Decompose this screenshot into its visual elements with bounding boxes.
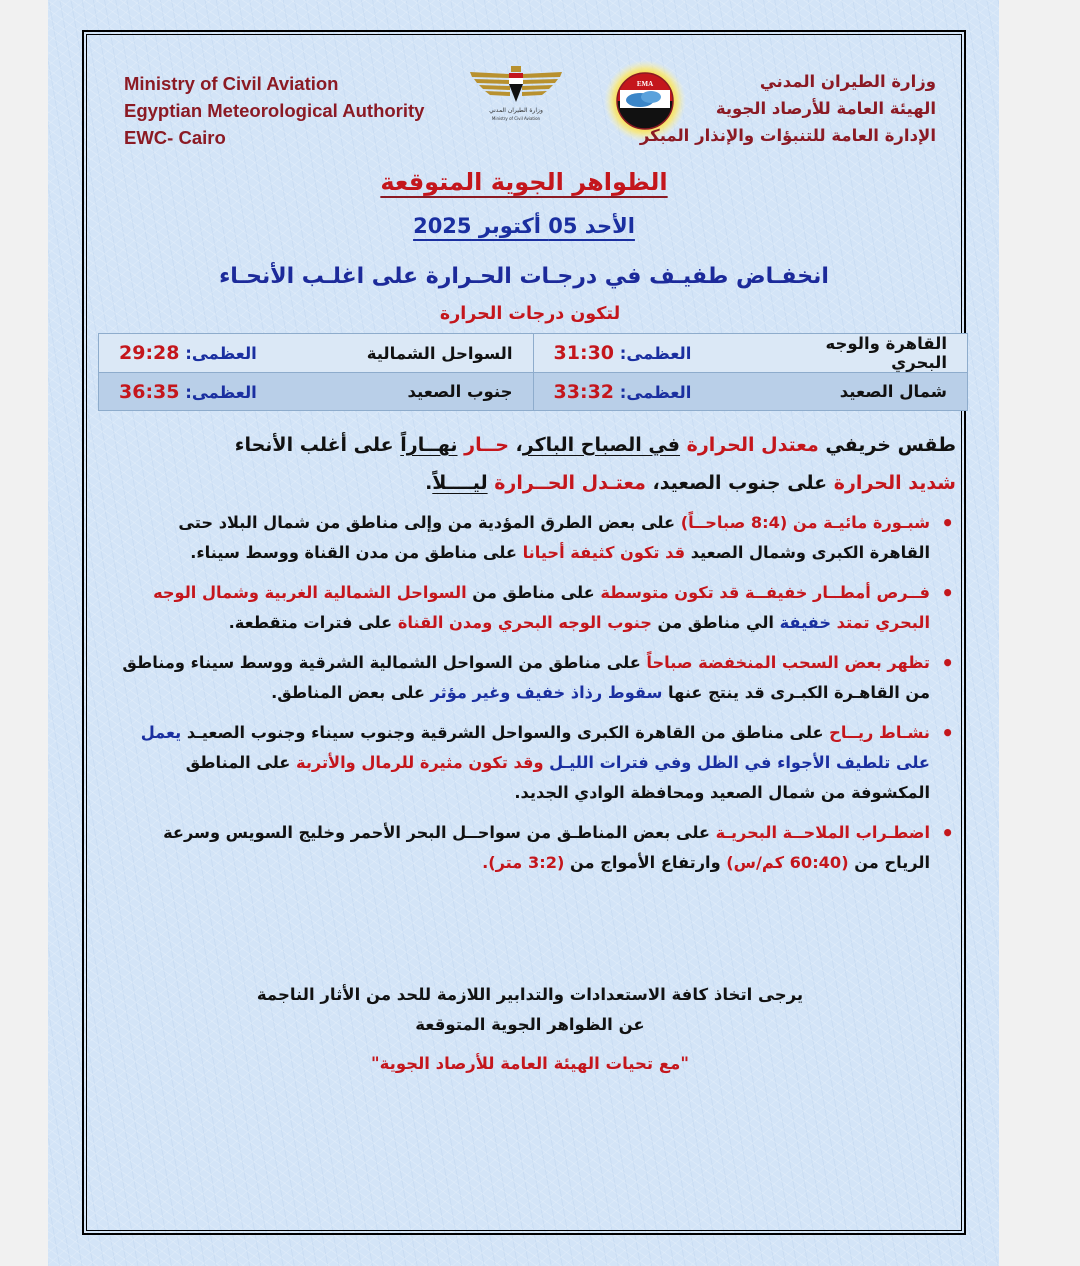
forecast-body: [118, 426, 956, 888]
bullet-text-segment: تظهر بعض السحب المنخفضة صباحاً: [646, 653, 930, 672]
bullet-text-segment: وارتفاع الأمواج من: [564, 853, 727, 872]
bullet-text-segment: على بعض المناطـق من سواحــل البحر الأحمر وخليج السويس وسرعة الرياح من: [163, 823, 930, 872]
document-title: [86, 168, 962, 196]
phenomena-list: [118, 508, 956, 878]
authority-name-en: Egyptian Meteorological Authority: [124, 100, 425, 121]
bullet-text-segment: فــرص أمطــار خفيفــة قد تكون متوسطة: [600, 583, 930, 602]
weather-summary: طقس خريفي معتدل الحرارة في الصباح الباكر، حــار نهــاراً على أغلب الأنحاء شديد الحرارة على جنوب الصعيد، معتـدل الحــرارة ليــــلاً.: [234, 434, 956, 494]
date-text: الأحد 05 أكتوبر 2025: [413, 214, 635, 238]
table-row: [99, 373, 968, 411]
english-header: [124, 70, 424, 151]
max-temp-cell: [533, 373, 778, 411]
bullet-text-segment: على فترات متقطعة.: [228, 613, 398, 632]
department-name-en: EWC- Cairo: [124, 127, 226, 148]
advisory-line-1: يرجى اتخاذ كافة الاستعدادات والتدابير اللازمة للحد من الأثار الناجمة: [256, 985, 804, 1004]
list-item: [118, 718, 956, 808]
bullet-text-segment: (60:40 كم/س): [726, 853, 849, 872]
bullet-text-segment: جنوب الوجه البحري ومدن القناة: [397, 613, 652, 632]
bullet-text-segment: على مناطق من القاهرة الكبرى والسواحل الشرقية وجنوب سيناء وجنوب الصعيـد: [181, 723, 830, 742]
advisory-note: [120, 980, 940, 1040]
advisory-line-2: عن الظواهر الجوية المتوقعة: [415, 1015, 645, 1034]
max-label: العظمى:: [619, 344, 692, 363]
headline: انخفـاض طفيـف في درجـات الحـرارة على اغلـب الأنحـاء: [219, 264, 829, 289]
list-item: [118, 578, 956, 638]
max-temp-cell: [99, 334, 344, 373]
bullet-text-segment: يعمل على تلطيف الأجواء في الظل وفي فترات الليـل: [140, 723, 930, 772]
list-item: [118, 818, 956, 878]
bullet-text-segment: سقوط رذاذ خفيف وغير مؤثر: [430, 683, 663, 702]
region-cell: السواحل الشمالية: [343, 334, 533, 373]
bullet-text-segment: على المناطق المكشوفة من شمال الصعيد ومحافظة الوادي الجديد.: [185, 753, 930, 802]
max-temp-value: 29:28: [119, 342, 180, 364]
max-temp-value: 31:30: [553, 342, 615, 364]
bullet-text-segment: قد تكون كثيفة أحيانا: [522, 543, 686, 562]
bullet-text-segment: خفيفة: [779, 613, 832, 632]
subheadline: لتكون درجات الحرارة: [439, 304, 621, 324]
region-cell: جنوب الصعيد: [343, 373, 533, 411]
forecast-date: [86, 214, 962, 238]
arabic-header: [640, 68, 936, 149]
table-row: [99, 334, 968, 373]
max-temp-value: 33:32: [553, 380, 615, 403]
svg-text:Ministry of Civil Aviation: Ministry of Civil Aviation: [491, 116, 541, 121]
region-cell: القاهرة والوجه البحري: [778, 334, 968, 373]
bullet-text-segment: وقد تكون مثيرة للرمال والأتربة: [296, 753, 544, 772]
temperature-table: [98, 333, 968, 411]
authority-name-ar: الهيئة العامة للأرصاد الجوية: [715, 99, 936, 118]
bullet-text-segment: اضطـراب الملاحــة البحريـة: [715, 823, 930, 842]
list-item: [118, 648, 956, 708]
greeting-signature: "مع تحيات الهيئة العامة للأرصاد الجوية": [371, 1054, 689, 1073]
bullet-text-segment: على مناطق من مدن القناة ووسط سيناء.: [190, 543, 523, 562]
bullet-text-segment: تمتد: [836, 613, 870, 632]
list-item: [118, 508, 956, 568]
svg-text:وزارة الطيران المدني: وزارة الطيران المدني: [489, 107, 543, 114]
bullet-text-segment: (3:2 متر).: [482, 853, 565, 872]
bullet-text-segment: الي مناطق من: [651, 613, 780, 632]
ministry-name-ar: وزارة الطيران المدني: [759, 72, 936, 91]
max-temp-cell: [533, 334, 778, 373]
max-label: العظمى:: [185, 344, 257, 363]
bullet-text-segment: على مناطق من السواحل الشمالية الشرقية ووسط سيناء ومناطق من القاهـرة الكبـرى قد ينتج عنها: [122, 653, 930, 702]
bullet-text-segment: على بعض المناطق.: [271, 683, 431, 702]
bullet-text-segment: نشـاط ريــاح: [829, 723, 930, 742]
region-cell: شمال الصعيد: [778, 373, 968, 411]
civil-aviation-logo: [464, 64, 568, 126]
bullet-text-segment: على بعض الطرق المؤدية من وإلى مناطق من شمال البلاد حتى القاهرة الكبرى وشمال الصعيد: [178, 513, 930, 562]
max-temp-value: 36:35: [119, 380, 180, 403]
bullet-text-segment: على مناطق من: [466, 583, 601, 602]
bullet-text-segment: شبـورة مائيـة من (8:4 صباحــاً): [680, 513, 930, 532]
department-name-ar: الإدارة العامة للتنبؤات والإنذار المبكر: [639, 126, 936, 145]
svg-text:EMA: EMA: [636, 80, 654, 88]
max-label: العظمى:: [185, 382, 257, 402]
bullet-text-segment: السواحل الشمالية الغربية وشمال الوجه البحري: [153, 583, 930, 632]
title-text: الظواهر الجوية المتوقعة: [380, 168, 668, 196]
ministry-name-en: Ministry of Civil Aviation: [124, 73, 339, 94]
max-temp-cell: [99, 373, 344, 411]
max-label: العظمى:: [619, 382, 692, 402]
winged-emblem-icon: [464, 64, 568, 126]
